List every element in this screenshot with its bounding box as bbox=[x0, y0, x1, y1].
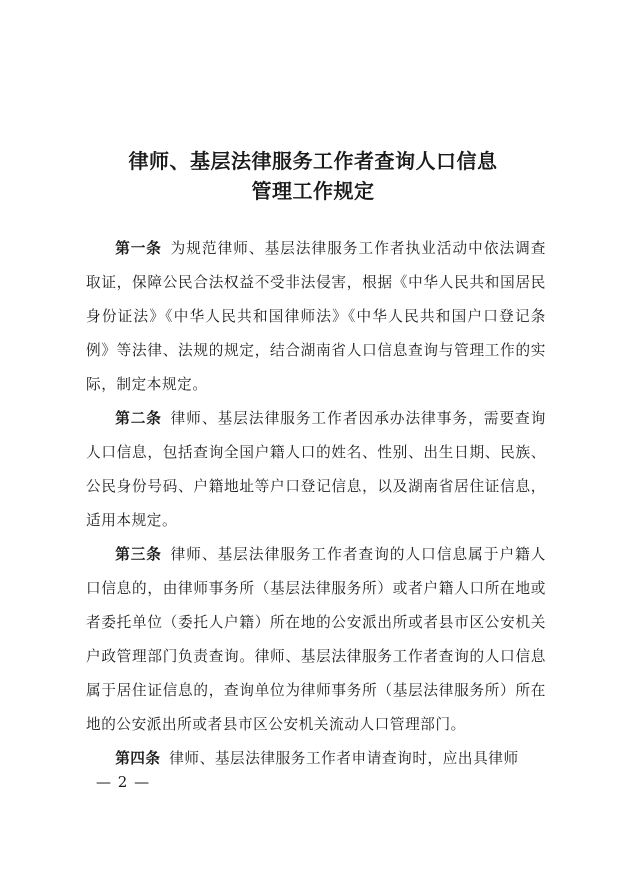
article-text: 律师、基层法律服务工作者因承办法律事务，需要查询人口信息，包括查询全国户籍人口的姓名、性别、出生日期、民族、公民身份号码、户籍地址等户口登记信息，以及湖南省居住证信息，适用本规定。 bbox=[86, 410, 546, 529]
article-text: 律师、基层法律服务工作者查询的人口信息属于户籍人口信息的，由律师事务所（基层法律服务所）或者户籍人口所在地或者委托单位（委托人户籍）所在地的公安派出所或者县市区公安机关户政管理部门负责查询。律师、基层法律服务工作者查询的人口信息属于居住证信息的，查询单位为律师事务所（基层法律服务所）所在地的公安派出所或者县市区公安机关流动人口管理部门。 bbox=[86, 546, 546, 733]
article-text: 为规范律师、基层法律服务工作者执业活动中依法调查取证，保障公民合法权益不受非法侵害，根据《中华人民共和国居民身份证法》《中华人民共和国律师法》《中华人民共和国户口登记条例》等法律、法规的规定，结合湖南省人口信息查询与管理工作的实际，制定本规定。 bbox=[86, 240, 546, 393]
article-text: 律师、基层法律服务工作者申请查询时，应出具律师 bbox=[169, 750, 519, 767]
page-number: — 2 — bbox=[96, 773, 151, 791]
article-2 bbox=[86, 402, 546, 538]
document-title-line-1: 律师、基层法律服务工作者查询人口信息 bbox=[128, 149, 498, 173]
article-label: 第一条 bbox=[115, 240, 162, 257]
article-label: 第四条 bbox=[115, 750, 161, 767]
article-3 bbox=[86, 538, 546, 742]
document-title-line-2: 管理工作规定 bbox=[251, 179, 375, 203]
article-1 bbox=[86, 232, 546, 402]
document-body bbox=[86, 232, 546, 776]
article-label: 第三条 bbox=[115, 546, 162, 563]
article-4 bbox=[86, 742, 546, 776]
article-label: 第二条 bbox=[115, 410, 162, 427]
